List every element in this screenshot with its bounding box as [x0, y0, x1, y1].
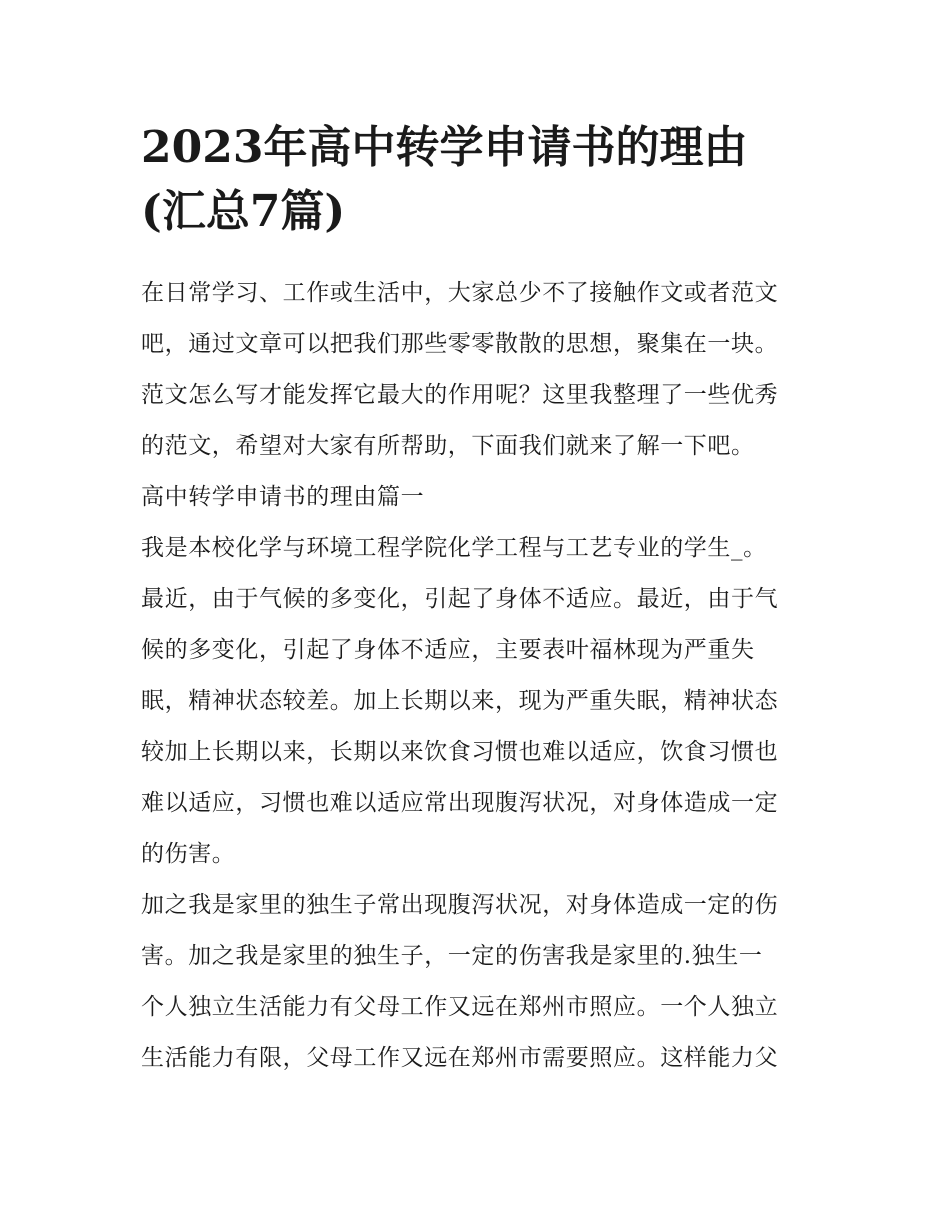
title-line: 2023年高中转学申请书的理由	[141, 122, 748, 173]
body-line: 害。加之我是家里的独生子，一定的伤害我是家里的.独生一	[141, 943, 763, 969]
intro-line: 的范文，希望对大家有所帮助，下面我们就来了解一下吧。	[141, 433, 755, 459]
body-line: 的伤害。	[141, 841, 236, 867]
body-line: 较加上长期以来，长期以来饮食习惯也难以适应，饮食习惯也	[141, 739, 779, 765]
body-line: 难以适应，习惯也难以适应常出现腹泻状况，对身体造成一定	[141, 790, 779, 816]
body-line: 候的多变化，引起了身体不适应，主要表叶福林现为严重失	[141, 637, 755, 663]
body-line: 我是本校化学与环境工程学院化学工程与工艺专业的学生_。	[141, 535, 767, 561]
intro-line: 范文怎么写才能发挥它最大的作用呢？这里我整理了一些优秀	[141, 382, 779, 408]
title-line: (汇总7篇)	[141, 186, 346, 237]
document-body	[141, 268, 811, 1084]
section-heading: 高中转学申请书的理由篇一	[141, 484, 425, 510]
body-line: 眠，精神状态较差。加上长期以来，现为严重失眠，精神状态	[141, 688, 779, 714]
body-line: 最近，由于气候的多变化，引起了身体不适应。最近，由于气	[141, 586, 779, 612]
body-line: 生活能力有限，父母工作又远在郑州市需要照应。这样能力父	[141, 1045, 779, 1071]
body-line: 个人独立生活能力有父母工作又远在郑州市照应。一个人独立	[141, 994, 779, 1020]
body-line: 加之我是家里的独生子常出现腹泻状况，对身体造成一定的伤	[141, 892, 779, 918]
intro-line: 吧，通过文章可以把我们那些零零散散的思想，聚集在一块。	[141, 331, 779, 357]
document-page	[141, 116, 811, 1084]
intro-line: 在日常学习、工作或生活中，大家总少不了接触作文或者范文	[141, 280, 779, 306]
document-title	[141, 116, 811, 244]
